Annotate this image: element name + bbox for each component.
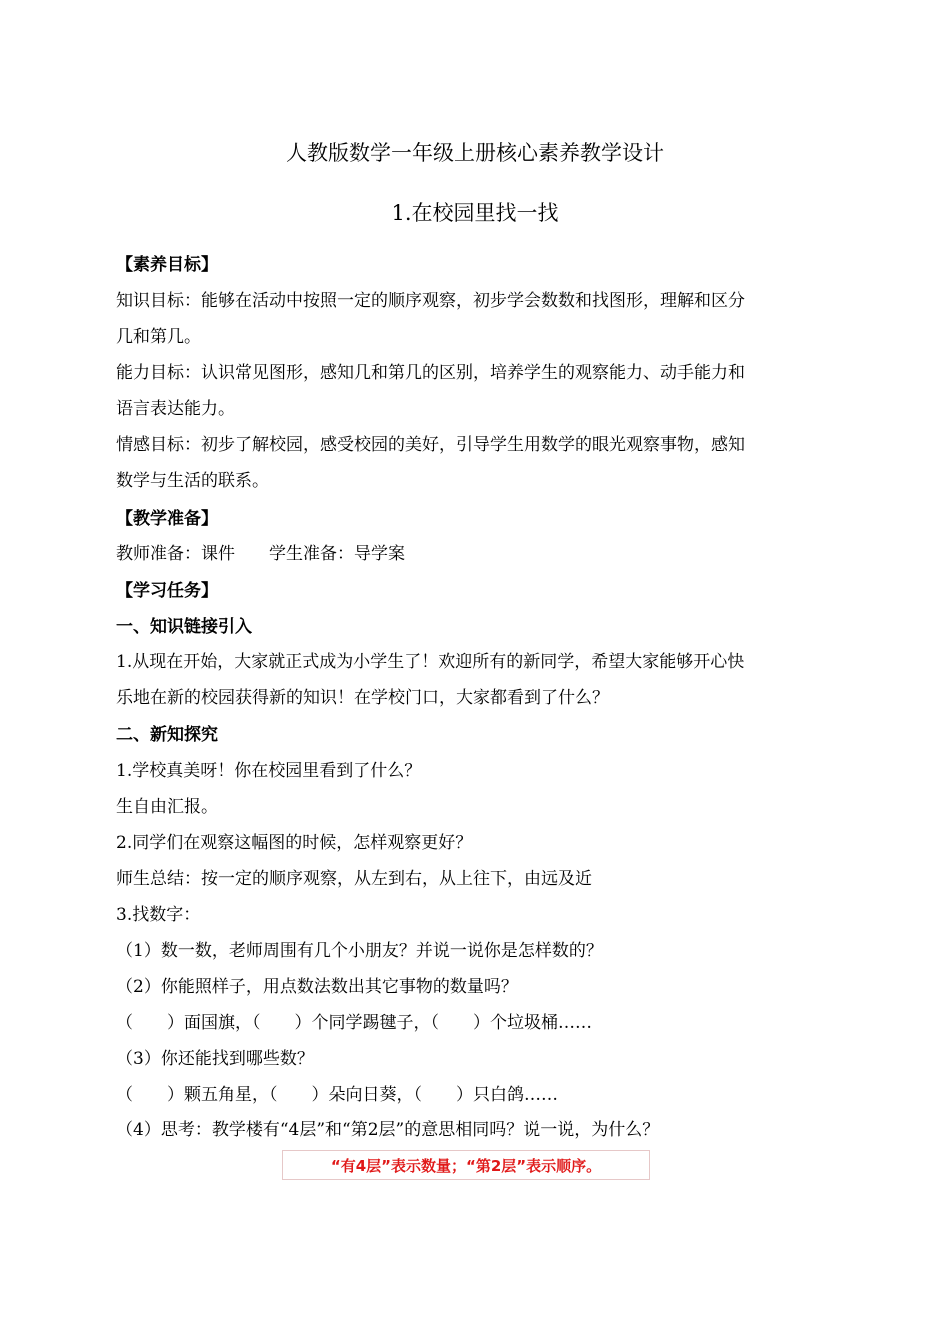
question-1: 1.学校真美呀！你在校园里看到了什么？	[116, 761, 422, 781]
part1-heading: 一、知识链接引入	[116, 617, 252, 637]
ability-goal-line-2: 语言表达能力。	[116, 399, 235, 419]
part2-heading: 二、新知探究	[116, 725, 218, 745]
question-3: 3.找数字：	[116, 905, 201, 925]
prep-heading: 【教学准备】	[116, 509, 218, 529]
knowledge-goal-line-1: 知识目标：能够在活动中按照一定的顺序观察，初步学会数数和找图形，理解和区分	[116, 291, 745, 311]
task-heading: 【学习任务】	[116, 581, 218, 601]
sub-question-3: （3）你还能找到哪些数？	[116, 1049, 314, 1069]
emotion-goal-line-2: 数学与生活的联系。	[116, 471, 269, 491]
answer-1: 生自由汇报。	[116, 797, 218, 817]
sub-question-3-blanks: （ ）颗五角星，（ ）朵向日葵，（ ）只白鸽……	[116, 1085, 558, 1105]
sub-question-4: （4）思考：教学楼有“4层”和“第2层”的意思相同吗？说一说，为什么？	[116, 1120, 660, 1140]
ability-goal-line-1: 能力目标：认识常见图形，感知几和第几的区别，培养学生的观察能力、动手能力和	[116, 363, 745, 383]
sub-question-1: （1）数一数，老师周围有几个小朋友？并说一说你是怎样数的？	[116, 941, 603, 961]
document-title: 人教版数学一年级上册核心素养教学设计	[286, 141, 664, 165]
knowledge-goal-line-2: 几和第几。	[116, 327, 201, 347]
lesson-title: 1.在校园里找一找	[391, 201, 559, 225]
answer-2: 师生总结：按一定的顺序观察，从左到右，从上往下，由远及近	[116, 869, 592, 889]
answer-box: “有4层”表示数量；“第2层”表示顺序。	[282, 1150, 650, 1180]
part1-line-2: 乐地在新的校园获得新的知识！在学校门口，大家都看到了什么？	[116, 688, 609, 708]
question-2: 2.同学们在观察这幅图的时候，怎样观察更好？	[116, 833, 473, 853]
sub-question-2-blanks: （ ）面国旗，（ ）个同学踢毽子，（ ）个垃圾桶……	[116, 1013, 592, 1033]
part1-line-1: 1.从现在开始，大家就正式成为小学生了！欢迎所有的新同学，希望大家能够开心快	[116, 652, 745, 672]
sub-question-2: （2）你能照样子，用点数法数出其它事物的数量吗？	[116, 977, 518, 997]
prep-text: 教师准备：课件 学生准备：导学案	[116, 544, 405, 564]
emotion-goal-line-1: 情感目标：初步了解校园，感受校园的美好，引导学生用数学的眼光观察事物，感知	[116, 435, 745, 455]
goals-heading: 【素养目标】	[116, 255, 218, 275]
